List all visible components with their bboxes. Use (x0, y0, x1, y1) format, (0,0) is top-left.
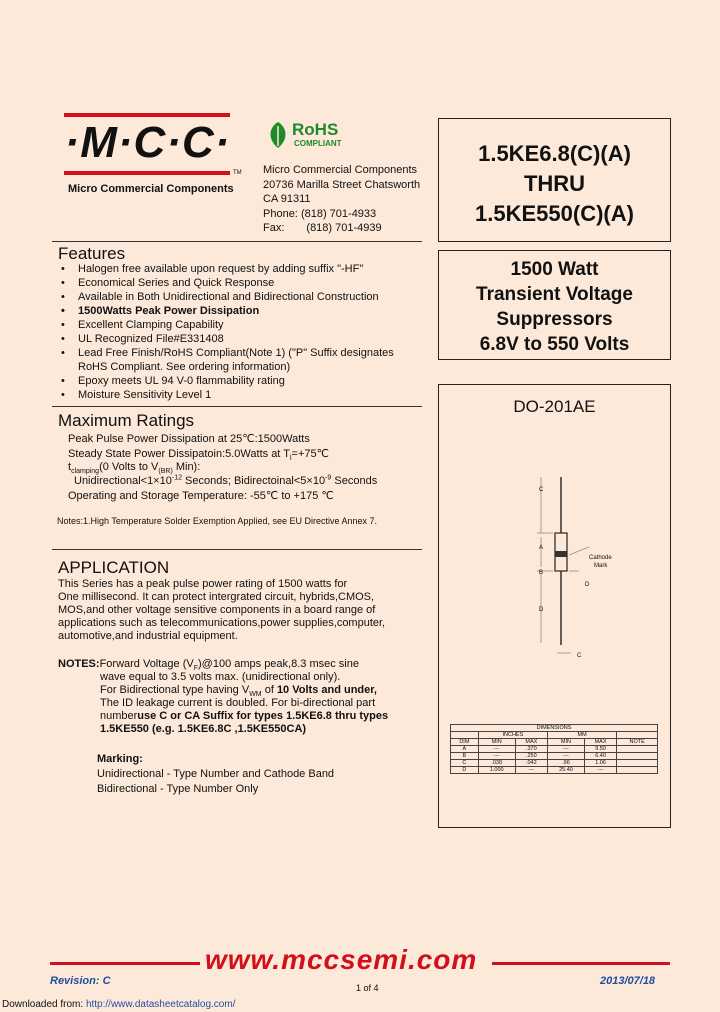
list-item: • Moisture Sensitivity Level 1 (57, 388, 427, 402)
revision-date: 2013/07/18 (600, 975, 656, 987)
rating-clamping-min: Min): (172, 461, 201, 473)
description-type: Transient Voltage (476, 284, 633, 305)
application-line: MOS,and other voltage sensitive components in a board range of (58, 604, 376, 616)
list-item: • UL Recognized File#E331408 (57, 332, 427, 346)
inches-header: INCHES (478, 732, 547, 739)
rating-clamping-text: (0 Volts to V (99, 461, 159, 473)
package-name: DO-201AE (513, 397, 596, 416)
rohs-subtitle: COMPLIANT (294, 139, 342, 148)
dim-cell: C (451, 760, 479, 767)
rating-bi-exp: -9 (325, 474, 332, 482)
trademark-mark: TM (233, 170, 242, 176)
mm-header: MM (547, 732, 616, 739)
mm-max-header: MAX (584, 739, 616, 746)
dim-label-a: A (539, 545, 544, 551)
dim-cell (617, 767, 658, 774)
mcc-logo: ·M·C·C· (64, 118, 231, 167)
address-phone (263, 207, 420, 222)
notes-line-4: The ID leakage current is doubled. For bi-directional part (100, 697, 376, 709)
part-number-end: 1.5KE550(C)(A) (475, 201, 634, 226)
notes-number: number (100, 710, 138, 722)
dim-cell: 1.06 (584, 760, 616, 767)
dim-cell: B (451, 753, 479, 760)
dim-cell: 9.50 (584, 746, 616, 753)
dim-cell: .038 (478, 760, 515, 767)
download-label: Downloaded from: (2, 999, 86, 1010)
address-fax (263, 221, 420, 236)
notes-vf-text: Forward Voltage (V (99, 658, 194, 670)
dim-label-b: B (539, 570, 544, 576)
list-item: • Excellent Clamping Capability (57, 318, 427, 332)
fax-number: (818) 701-4939 (306, 222, 382, 234)
website-link[interactable]: www.mccsemi.com (205, 944, 478, 975)
list-item: • Lead Free Finish/RoHS Compliant(Note 1) ("P" Suffix designates (57, 346, 427, 360)
device-description-box (438, 250, 671, 360)
notes-line-5 (58, 710, 388, 723)
notes-line-2: wave equal to 3.5 volts max. (unidirectional only). (100, 671, 341, 683)
download-source (2, 999, 235, 1010)
description-voltage: 6.8V to 550 Volts (479, 334, 630, 355)
leaf-icon (266, 120, 290, 150)
notes-vf-rest: )@100 amps peak,8.3 msec sine (198, 658, 359, 670)
notes-line-3 (58, 684, 388, 697)
table-row (451, 767, 658, 774)
dim-cell: 25.40 (547, 767, 584, 774)
features-heading: Features (58, 244, 126, 263)
application-heading: APPLICATION (58, 558, 170, 577)
address-company: Micro Commercial Components (263, 164, 418, 176)
description-power: 1500 Watt (510, 259, 599, 280)
address-city: CA 91311 (263, 193, 311, 205)
dim-cell: .96 (547, 760, 584, 767)
rating-steady-sub: l (289, 455, 292, 463)
phone-number: (818) 701-4933 (300, 207, 377, 220)
dim-cell: .042 (515, 760, 547, 767)
notes-label: NOTES: (58, 658, 100, 670)
dim-cell: A (451, 746, 479, 753)
company-address (263, 163, 420, 236)
part-number-thru: THRU (523, 171, 586, 196)
marking-unidirectional: Unidirectional - Type Number and Cathode Band (97, 768, 335, 780)
cathode-mark-label-2: Mark (594, 563, 608, 569)
fax-label: Fax: (263, 222, 285, 234)
dim-header: DIM (451, 739, 479, 746)
note-header: NOTE (617, 739, 658, 746)
dimensions-title: DIMENSIONS (451, 725, 658, 732)
list-item: • Halogen free available upon request by adding suffix "-HF" (57, 262, 427, 276)
application-line: applications such as telecommunications,power supplies,computer, (58, 617, 386, 629)
mm-min-header: MIN (547, 739, 584, 746)
description-type2: Suppressors (496, 309, 613, 330)
notes-vf-sub: F (193, 665, 198, 673)
revision-label: Revision: C (50, 975, 111, 987)
rating-temperature: Operating and Storage Temperature: -55℃ to +175 ℃ (68, 490, 334, 502)
ratings-divider (52, 406, 422, 407)
dim-cell: --- (547, 753, 584, 760)
ratings-heading: Maximum Ratings (58, 411, 195, 430)
rating-steady-text: Steady State Power Dissipatoin:5.0Watts at T (68, 448, 290, 460)
application-line: One millisecond. It can protect intergrated circuit, hybrids,CMOS, (58, 591, 375, 603)
notes-suffix: use C or CA Suffix for types 1.5KE6.8 thru types (137, 710, 389, 722)
application-line: This Series has a peak pulse power rating of 1500 watts for (58, 578, 348, 590)
application-line: automotive,and industrial equipment. (58, 630, 238, 642)
rating-peak-power: Peak Pulse Power Dissipation at 25℃:1500Watts (68, 433, 310, 445)
cathode-mark-label-1: Cathode (589, 555, 612, 561)
rating-uni-exp: -12 (171, 474, 182, 482)
features-list (57, 262, 427, 402)
rating-clamping-br: (BR) (158, 468, 173, 476)
part-number-start: 1.5KE6.8(C)(A) (478, 141, 631, 166)
logo-top-bar (64, 113, 230, 117)
list-item: • Available in Both Unidirectional and Bidirectional Construction (57, 290, 427, 304)
dim-cell: 1.000 (478, 767, 515, 774)
list-item: RoHS Compliant. See ordering information) (78, 361, 291, 373)
rating-bi-text: Seconds; Bidirectoinal<5×10 (181, 475, 326, 487)
notes-bi-text: For Bidirectional type having V (100, 684, 250, 696)
page-number: 1 of 4 (356, 983, 379, 993)
notes-vwm-sub: WM (249, 691, 262, 699)
dim-cell: D (451, 767, 479, 774)
logo-subtitle: Micro Commercial Components (68, 183, 234, 195)
dim-cell: --- (478, 753, 515, 760)
application-divider (52, 549, 422, 550)
dim-label-c-top: C (539, 487, 544, 493)
dim-cell: --- (547, 746, 584, 753)
dim-label-c: C (577, 653, 582, 659)
inch-min-header: MIN (478, 739, 515, 746)
marking-bidirectional: Bidirectional - Type Number Only (97, 783, 259, 795)
rating-clamping-sub: clamping (71, 468, 100, 476)
list-item: • Epoxy meets UL 94 V-0 flammability rating (57, 374, 427, 388)
notes-line-1 (58, 658, 388, 671)
package-outline-drawing (529, 475, 649, 665)
dim-label-d: D (539, 607, 544, 613)
rating-clamping-t: t (68, 461, 72, 473)
dim-cell: --- (478, 746, 515, 753)
rohs-title: RoHS (292, 120, 339, 139)
notes-of: of (261, 684, 277, 696)
rating-steady-temp: =+75℃ (291, 448, 329, 460)
logo-bottom-bar (64, 171, 230, 175)
dim-cell: .250 (515, 753, 547, 760)
notes-10v: 10 Volts and under, (276, 684, 377, 696)
part-number-box (438, 118, 671, 242)
notes-block (58, 658, 388, 736)
dim-cell (617, 746, 658, 753)
features-divider (52, 241, 422, 242)
dim-cell (617, 760, 658, 767)
marking-heading: Marking: (97, 753, 143, 765)
dim-cell: .370 (515, 746, 547, 753)
phone-label: Phone: (263, 207, 298, 220)
rating-uni-text: Unidirectional<1×10 (74, 475, 172, 487)
dim-label-d-side: D (585, 582, 590, 588)
application-text (58, 578, 385, 643)
rating-response-time (74, 475, 377, 487)
rating-clamping (68, 461, 201, 476)
list-item: • 1500Watts Peak Power Dissipation (57, 304, 427, 318)
address-street: 20736 Marilla Street Chatsworth (263, 178, 421, 191)
dim-cell: --- (515, 767, 547, 774)
dim-cell: --- (584, 767, 616, 774)
rating-seconds: Seconds (331, 475, 378, 487)
dimensions-table (450, 724, 658, 774)
download-link[interactable]: http://www.datasheetcatalog.com/ (85, 999, 236, 1010)
marking-block (97, 752, 334, 797)
dim-header-blank (451, 732, 479, 739)
notes-line-6: 1.5KE550 (e.g. 1.5KE6.8C ,1.5KE550CA) (100, 723, 307, 735)
rating-steady-power (68, 447, 329, 463)
table-row (451, 746, 658, 753)
inch-max-header: MAX (515, 739, 547, 746)
dim-cell (617, 753, 658, 760)
dim-cell: 6.40 (584, 753, 616, 760)
note-header-blank (617, 732, 658, 739)
table-row (451, 760, 658, 767)
solder-exemption-note: Notes:1.High Temperature Solder Exemption Applied, see EU Directive Annex 7. (57, 516, 378, 526)
table-row (451, 753, 658, 760)
footer-bar-left (50, 962, 200, 965)
list-item: • Economical Series and Quick Response (57, 276, 427, 290)
footer-bar-right (492, 962, 670, 965)
